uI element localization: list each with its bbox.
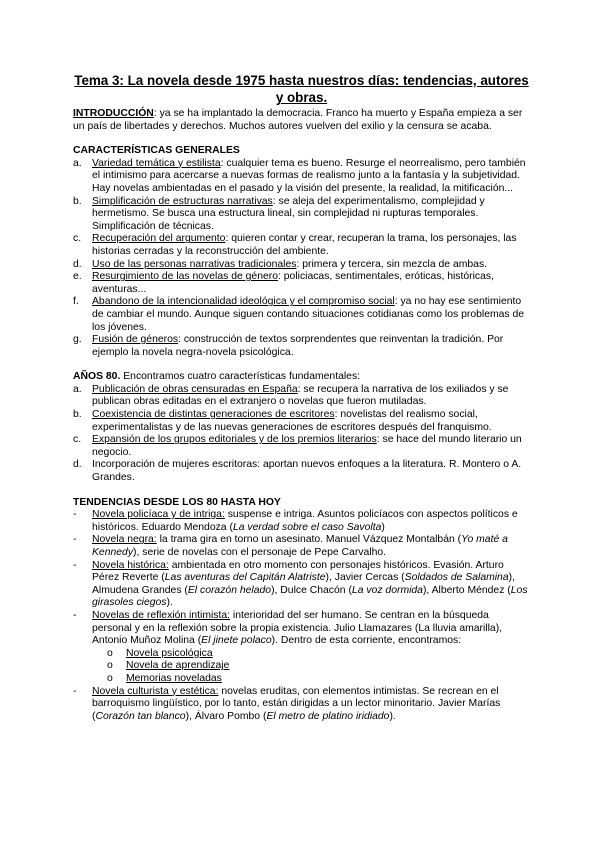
work-title: Los girasoles ciegos (92, 584, 528, 609)
list-item-text: interioridad del ser humano. Se centran en la búsqueda personal y en la reflexión sobre la propia existencia. Julio Llamazares (La lluvia amarilla), Antonio Muñoz Molina ( (92, 609, 503, 647)
list-item-label: Expansión de los grupos editoriales y de los premios literarios (92, 434, 377, 446)
list-marker: d. (73, 258, 82, 270)
sub-item-text: Memorias noveladas (126, 672, 222, 684)
list-marker: - (73, 609, 77, 621)
tendencias-last-item (73, 686, 530, 724)
list-item-label: Resurgimiento de las novelas de género (92, 271, 278, 283)
sub-marker: o (107, 672, 113, 684)
anos80-item (73, 459, 530, 484)
anos80-item (73, 434, 530, 459)
list-item-label: Simplificación de estructuras narrativas (92, 195, 273, 207)
list-item-label: Abandono de la intencionalidad ideológica y el compromiso social (92, 296, 395, 308)
list-marker: e. (73, 271, 82, 283)
list-item-label: Publicación de obras censuradas en España (92, 383, 298, 395)
caracteristica-item (73, 233, 530, 258)
tendencia-item (73, 560, 530, 610)
list-item-content (92, 384, 530, 409)
list-item-label: Novela histórica: (92, 559, 169, 571)
tendencia-item (73, 534, 530, 559)
caracteristica-item (73, 196, 530, 234)
list-item-text: novelas eruditas, con elementos intimistas. Se recrean en el barroquismo lingüístico, por lo tanto, están dirigidas a un lector minoritario. Javier Marías ( (92, 685, 501, 722)
list-item-text: : novelistas del realismo social, experimentalistas y de las nuevas generaciones de escritores después del franquismo. (92, 409, 492, 433)
list-item-text: ) (381, 521, 385, 533)
list-item-label: Novela policíaca y de intriga: (92, 509, 225, 521)
list-item-content (92, 196, 530, 234)
anos80-item (73, 384, 530, 409)
list-item-text: ). (389, 710, 396, 722)
list-item-content (92, 686, 530, 724)
list-item-text: : se aleja del experimentalismo, complejidad y hermetismo. Se busca una estructura lineal, sin complejidad ni rupturas temporales. Simplificación de técnicas. (92, 195, 485, 232)
list-item-content (92, 610, 530, 648)
list-item-text: : se hace del mundo literario un negocio. (92, 434, 522, 458)
list-item-content (92, 534, 530, 559)
list-item-text: ), Alberto Méndez ( (422, 584, 511, 596)
intro-label: INTRODUCCIÓN (73, 108, 154, 119)
list-item-content (92, 334, 530, 359)
list-marker: - (73, 559, 77, 571)
sub-item (73, 648, 530, 661)
tendencias-sublist (73, 648, 530, 686)
list-marker: g. (73, 334, 82, 346)
work-title: La voz dormida (351, 584, 423, 596)
list-marker: c. (73, 233, 82, 245)
work-title: El metro de platino iridiado (266, 710, 390, 722)
list-marker: a. (73, 157, 82, 169)
list-item-text: Incorporación de mujeres escritoras: aportan nuevos enfoques a la literatura. R. Montero o A. Grandes. (92, 459, 522, 484)
sub-item-text: Novela psicológica (126, 647, 213, 659)
list-item-content (92, 509, 530, 534)
sub-item-text: Novela de aprendizaje (126, 660, 230, 672)
work-title: Corazón tan blanco (95, 710, 186, 722)
list-marker: - (73, 534, 77, 546)
list-item-text: suspense e intriga. Asuntos policíacos con aspectos políticos e históricos. Eduardo Mendoza ( (92, 509, 518, 533)
sub-item (73, 660, 530, 673)
list-item-label: Uso de las personas narrativas tradicionales (92, 258, 297, 270)
list-item-content (92, 560, 530, 610)
caracteristica-item (73, 158, 530, 196)
caracteristicas-list (73, 158, 530, 360)
intro-paragraph (73, 108, 530, 133)
section-caracteristicas-title: CARACTERÍSTICAS GENERALES (73, 145, 240, 157)
work-title: Yo maté a Kennedy (92, 534, 508, 558)
list-item-text: ), Álvaro Pombo ( (185, 710, 267, 722)
list-item-text: : cualquier tema es bueno. Resurge el neorrealismo, pero también el intimismo para acercarse a nuevas formas de realismo junto a la fantasía y la subjetividad. Hay novelas ambientadas en el pasado y la visión del presente, la realidad, la mitificación... (92, 157, 526, 194)
list-item-content (92, 409, 530, 434)
list-marker: c. (73, 434, 82, 446)
caracteristica-item (73, 296, 530, 334)
work-title: La verdad sobre el caso Savolta (232, 521, 382, 533)
list-item-text: : construcción de textos sorprendentes que reinventan la tradición. Por ejemplo la novela negra-novela psicológica. (92, 334, 504, 358)
work-title: Las aventuras del Capitán Alatriste (164, 572, 326, 584)
section-anos80-title (73, 371, 530, 384)
intro-text: : ya se ha implantado la democracia. Franco ha muerto y España empieza a ser un país de libertades y derechos. Muchos autores vuelven del exilio y la censura se acaba. (73, 108, 523, 132)
work-title: El jinete polaco (201, 635, 272, 647)
list-item-label: Novela culturista y estética: (92, 685, 219, 697)
list-item-text: : quieren contar y crear, recuperan la trama, los personajes, las historias cerradas y la reconstrucción del ambiente. (92, 233, 517, 257)
list-item-text: : policiacas, sentimentales, eróticas, históricas, aventuras... (92, 271, 494, 295)
list-item-text: ), serie de novelas con el personaje de Pepe Carvalho. (133, 547, 387, 558)
list-marker: - (73, 685, 77, 697)
work-title: El corazón helado (187, 584, 272, 596)
list-item-text: ). Dentro de esta corriente, encontramos: (271, 635, 462, 647)
list-marker: - (73, 509, 77, 521)
list-item-label: Novela negra: (92, 534, 157, 546)
list-item-label: Recuperación del argumento (92, 233, 226, 245)
tendencia-item (73, 610, 530, 648)
list-item-label: Variedad temática y estilista (92, 157, 221, 169)
caracteristica-item (73, 259, 530, 272)
list-item-text: : ya no hay ese sentimiento de cambiar el mundo. Aunque siguen contando situaciones cotidianas como los problemas de los jóvenes. (92, 296, 525, 333)
list-item-text: ambientada en otro momento con personajes históricos. Evasión. Arturo Pérez Reverte ( (92, 559, 504, 584)
list-marker: b. (73, 195, 82, 207)
list-item-label: Fusión de géneros (92, 334, 179, 346)
list-item-text: la trama gira en torno un asesinato. Manuel Vázquez Montalbán ( (156, 534, 462, 546)
list-item-content (92, 259, 530, 272)
list-item-content (92, 434, 530, 459)
sub-item (73, 673, 530, 686)
list-item-text: ). (166, 597, 173, 609)
anos80-label: AÑOS 80. (73, 371, 121, 383)
anos80-text: Encontramos cuatro características fundamentales: (120, 371, 361, 383)
sub-marker: o (107, 647, 113, 659)
list-item-text: ), Dulce Chacón ( (271, 584, 352, 596)
sub-marker: o (107, 660, 113, 672)
list-item-content (92, 271, 530, 296)
list-item-text: ), Javier Cercas ( (325, 572, 405, 584)
list-item-content (92, 296, 530, 334)
anos80-list (73, 384, 530, 485)
list-item-label: Coexistencia de distintas generaciones de escritores (92, 409, 335, 421)
list-marker: a. (73, 383, 82, 395)
list-item-label: Novelas de reflexión intimista: (92, 609, 231, 621)
list-item-text: ), Almudena Grandes ( (92, 572, 515, 596)
work-title: Soldados de Salamina (404, 572, 509, 584)
caracteristica-item (73, 271, 530, 296)
list-marker: b. (73, 409, 82, 421)
document-title: Tema 3: La novela desde 1975 hasta nuestros días: tendencias, autores y obras. (74, 73, 529, 105)
tendencia-item (73, 686, 530, 724)
anos80-item (73, 409, 530, 434)
section-tendencias-title: TENDENCIAS DESDE LOS 80 HASTA HOY (73, 496, 281, 508)
list-item-text: : se recupera la narrativa de los exiliados y se publican obras editadas en el extranjero o novelas que fueron mutiladas. (92, 383, 509, 408)
list-item-content (92, 233, 530, 258)
tendencias-list (73, 509, 530, 648)
list-item-content (92, 459, 530, 484)
list-item-text: : primera y tercera, sin mezcla de ambas. (296, 258, 488, 270)
list-marker: f. (73, 296, 79, 308)
list-item-content (92, 158, 530, 196)
tendencia-item (73, 509, 530, 534)
caracteristica-item (73, 334, 530, 359)
list-marker: d. (73, 459, 82, 471)
